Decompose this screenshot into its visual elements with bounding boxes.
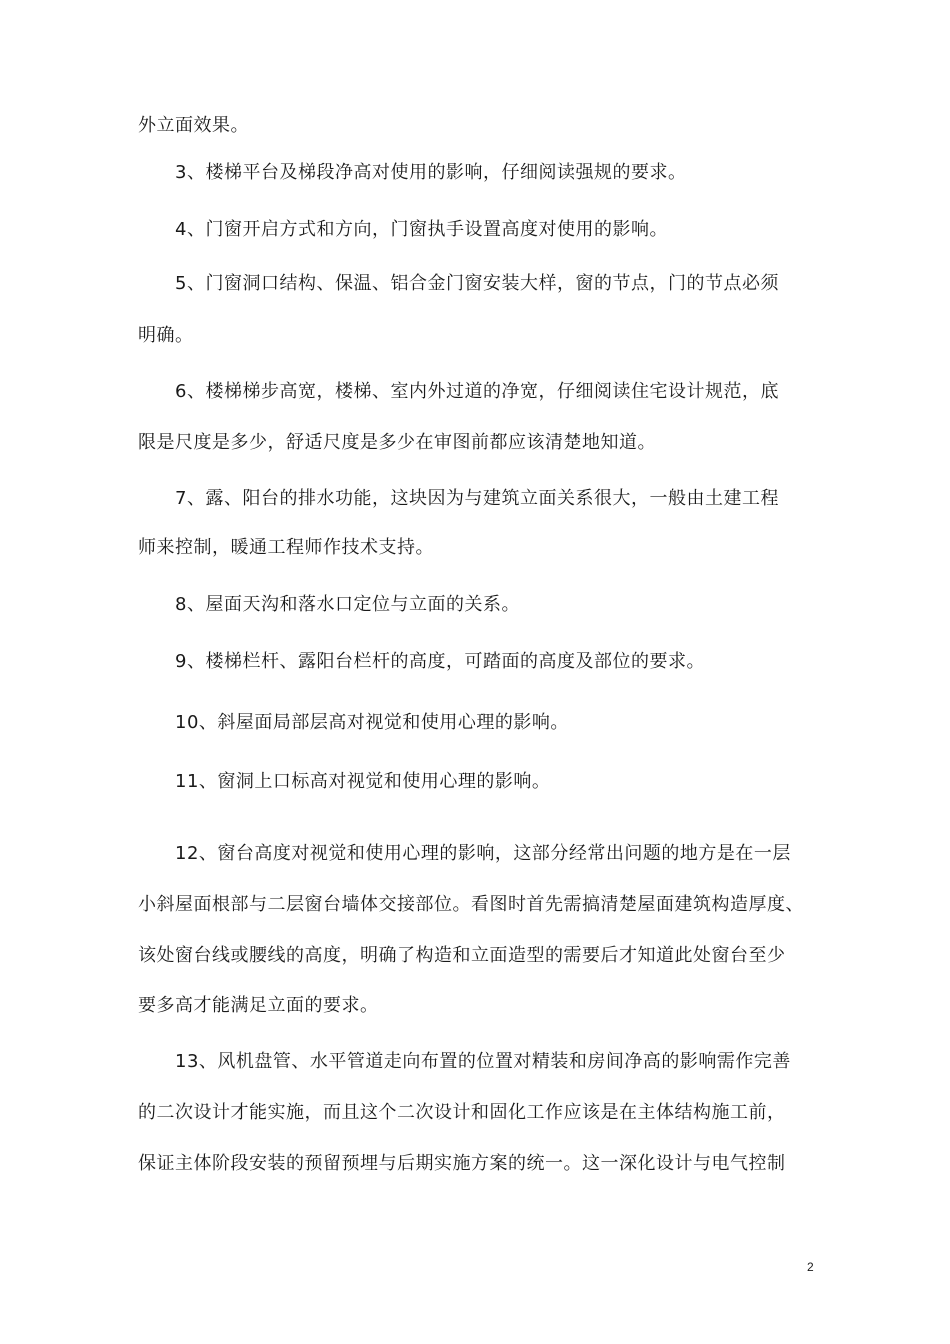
text-line: 该处窗台线或腰线的高度，明确了构造和立面造型的需要后才知道此处窗台至少 xyxy=(138,945,786,966)
list-item-6: 6、楼梯梯步高宽，楼梯、室内外过道的净宽，仔细阅读住宅设计规范，底 xyxy=(175,381,779,402)
list-item-12: 12、窗台高度对视觉和使用心理的影响，这部分经常出问题的地方是在一层 xyxy=(175,843,791,864)
text-line: 外立面效果。 xyxy=(138,115,249,136)
text-line: 保证主体阶段安装的预留预埋与后期实施方案的统一。这一深化设计与电气控制 xyxy=(138,1153,786,1174)
list-item-9: 9、楼梯栏杆、露阳台栏杆的高度，可踏面的高度及部位的要求。 xyxy=(175,651,705,672)
list-item-13: 13、风机盘管、水平管道走向布置的位置对精装和房间净高的影响需作完善 xyxy=(175,1051,791,1072)
text-line: 的二次设计才能实施，而且这个二次设计和固化工作应该是在主体结构施工前， xyxy=(138,1102,786,1123)
text-line: 师来控制，暖通工程师作技术支持。 xyxy=(138,537,434,558)
list-item-4: 4、门窗开启方式和方向，门窗执手设置高度对使用的影响。 xyxy=(175,219,668,240)
list-item-3: 3、楼梯平台及梯段净高对使用的影响，仔细阅读强规的要求。 xyxy=(175,162,687,183)
list-item-5: 5、门窗洞口结构、保温、铝合金门窗安装大样，窗的节点，门的节点必须 xyxy=(175,273,779,294)
text-line: 限是尺度是多少，舒适尺度是多少在审图前都应该清楚地知道。 xyxy=(138,432,656,453)
list-item-10: 10、斜屋面局部层高对视觉和使用心理的影响。 xyxy=(175,712,569,733)
text-line: 明确。 xyxy=(138,325,194,346)
list-item-11: 11、窗洞上口标高对视觉和使用心理的影响。 xyxy=(175,771,551,792)
text-line: 小斜屋面根部与二层窗台墙体交接部位。看图时首先需搞清楚屋面建筑构造厚度、 xyxy=(138,894,804,915)
list-item-7: 7、露、阳台的排水功能，这块因为与建筑立面关系很大，一般由土建工程 xyxy=(175,488,779,509)
text-line: 要多高才能满足立面的要求。 xyxy=(138,995,379,1016)
page-number: 2 xyxy=(807,1260,814,1274)
list-item-8: 8、屋面天沟和落水口定位与立面的关系。 xyxy=(175,594,520,615)
